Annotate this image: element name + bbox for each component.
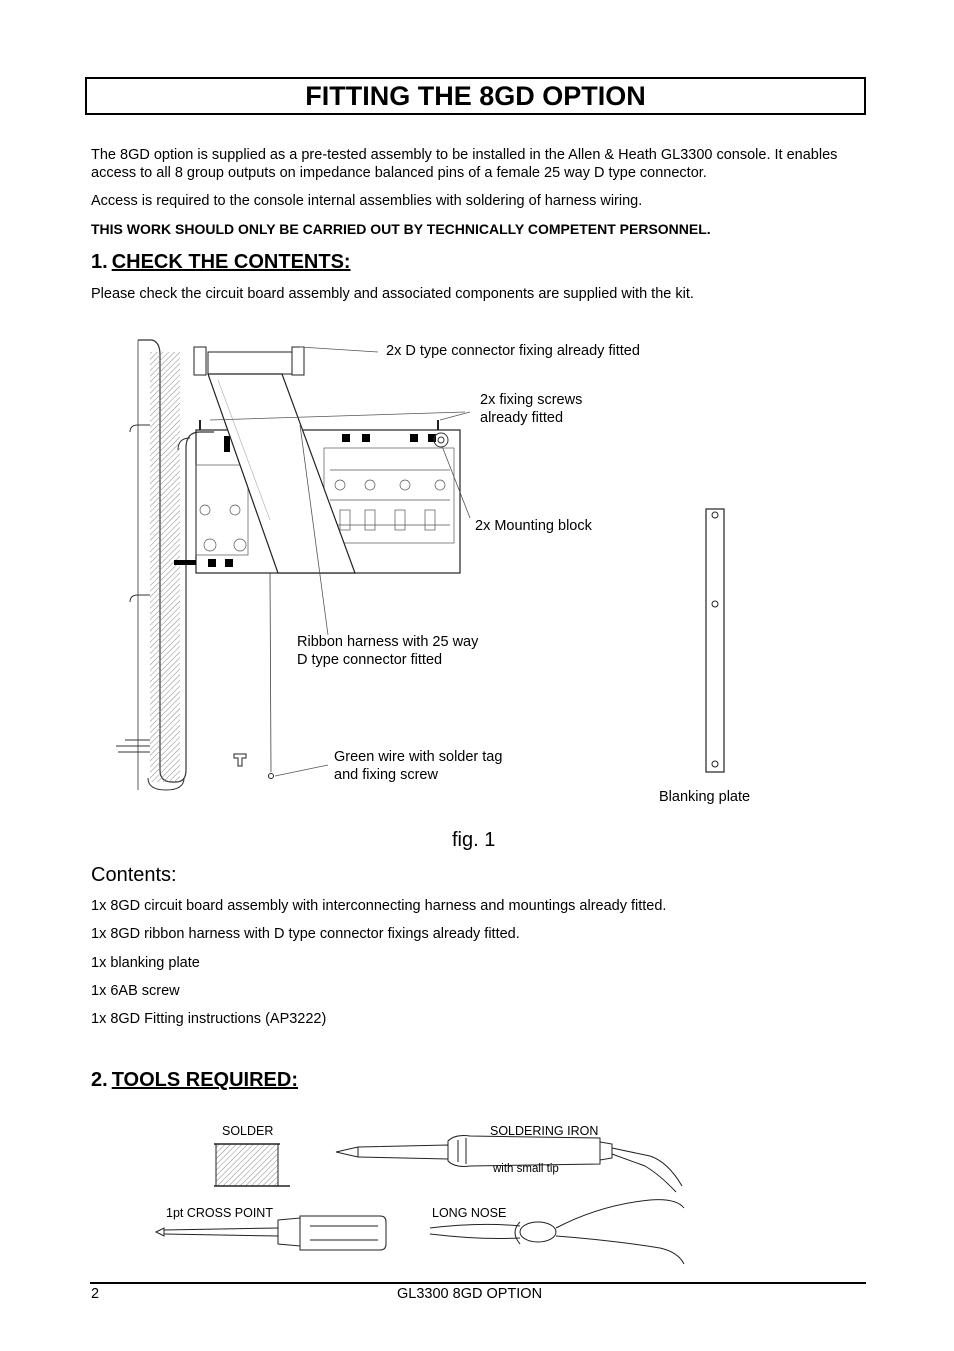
callout-ribbon-line-2: D type connector fitted	[297, 652, 443, 668]
contents-item: 1x 8GD circuit board assembly with interconnecting harness and mountings already fitted.	[91, 898, 667, 914]
warning-text: THIS WORK SHOULD ONLY BE CARRIED OUT BY TECHNICALLY COMPETENT PERSONNEL.	[91, 221, 711, 237]
contents-item: 1x 8GD Fitting instructions (AP3222)	[91, 1011, 327, 1027]
section-2-title: TOOLS REQUIRED:	[111, 1069, 298, 1091]
callout-blanking-plate: Blanking plate	[659, 789, 751, 805]
solder-reel-icon	[214, 1144, 290, 1186]
callout-mounting-block: 2x Mounting block	[475, 518, 592, 534]
tool-iron-label: SOLDERING IRON	[490, 1124, 599, 1138]
callout-ribbon-line-1: Ribbon harness with 25 way	[297, 634, 479, 650]
contents-heading: Contents:	[91, 864, 177, 886]
callout-green-wire-line-1: Green wire with solder tag	[334, 749, 503, 765]
figure-caption: fig. 1	[452, 829, 496, 851]
tool-solder-label: SOLDER	[222, 1124, 274, 1138]
tool-screwdriver-label: 1pt CROSS POINT	[166, 1206, 273, 1220]
section-1-heading	[91, 251, 351, 274]
contents-item: 1x blanking plate	[91, 955, 200, 971]
intro-paragraph: The 8GD option is supplied as a pre-tested assembly to be installed in the Allen & Heath GL3300 console. It enables access to all 8 group outputs on impedance balanced pins of a female 25 way D type connector.	[91, 147, 838, 181]
section-2-number: 2.	[91, 1069, 108, 1091]
tool-pliers-label: LONG NOSE	[432, 1206, 507, 1220]
section-1-text: Please check the circuit board assembly and associated components are supplied with the kit.	[91, 286, 694, 302]
section-1-title: CHECK THE CONTENTS:	[111, 251, 351, 273]
callout-screws-line-2: already fitted	[480, 410, 564, 426]
callout-screws-line-1: 2x fixing screws	[480, 392, 583, 408]
callout-d-fixing: 2x D type connector fixing already fitted	[386, 343, 640, 359]
footer-rule	[90, 1282, 866, 1284]
callout-green-wire-line-2: and fixing screw	[334, 767, 438, 783]
page-title: FITTING THE 8GD OPTION	[85, 77, 866, 115]
screwdriver-icon	[156, 1216, 386, 1250]
section-2-heading	[91, 1069, 298, 1092]
contents-item: 1x 8GD ribbon harness with D type connector fixings already fitted.	[91, 926, 520, 942]
footer-doc-title: GL3300 8GD OPTION	[397, 1286, 543, 1302]
tool-iron-note: with small tip	[493, 1163, 559, 1175]
section-1-number: 1.	[91, 251, 108, 273]
access-paragraph: Access is required to the console internal assemblies with soldering of harness wiring.	[91, 193, 643, 209]
contents-item: 1x 6AB screw	[91, 983, 180, 999]
page-number: 2	[91, 1286, 100, 1302]
